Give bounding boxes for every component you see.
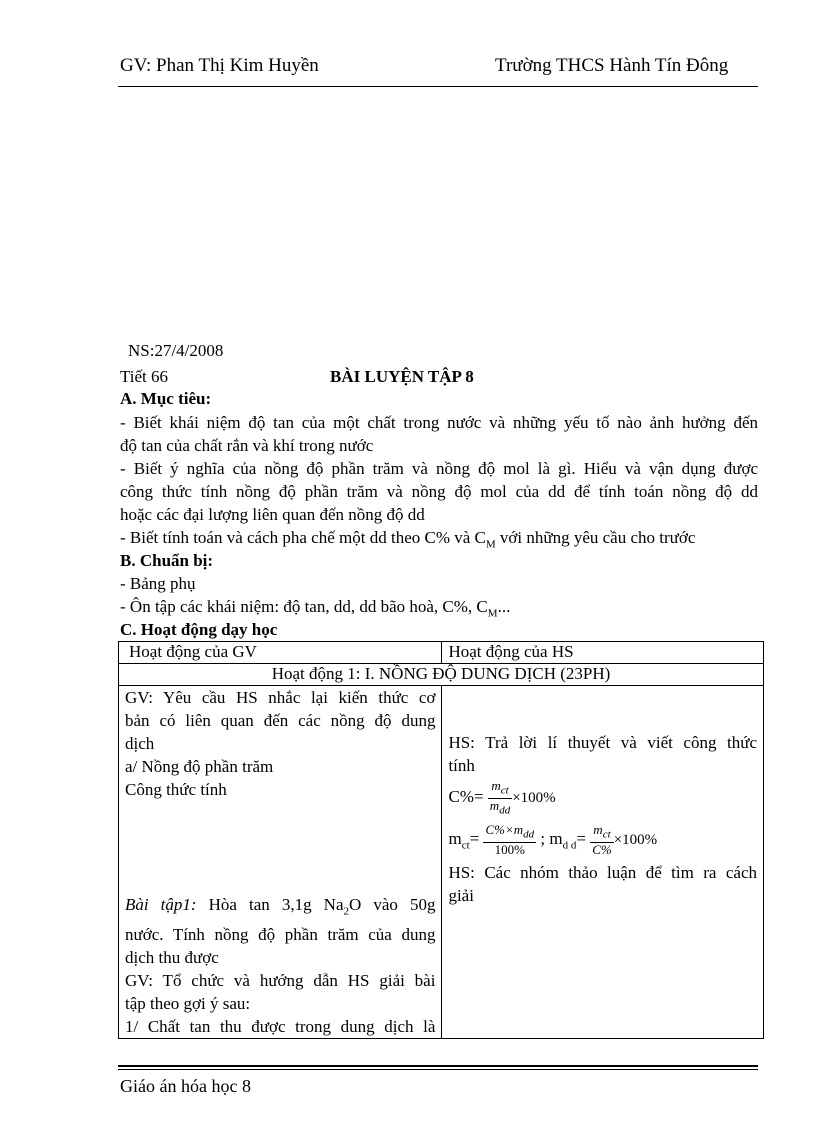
gv-text-line: GV: Tổ chức và hướng dẫn HS giải bài — [125, 971, 436, 991]
header-school: Trường THCS Hành Tín Đông — [495, 55, 729, 76]
fraction: $\frac{m_{ct}}{m_{dd}}$ — [489, 778, 511, 817]
fraction: $\frac{C\%\times m_{dd}}{100\%}$ — [485, 822, 535, 857]
section-b-heading: B. Chuẩn bị: — [120, 551, 214, 570]
header-rule — [118, 86, 758, 87]
objective-2-line-1: - Biết ý nghĩa của nồng độ phần trăm và nồng độ mol là gì. Hiểu và vận dụng được — [120, 459, 758, 478]
gv-text-line: a/ Nồng độ phần trăm — [125, 757, 274, 776]
footer-rule-top — [118, 1065, 758, 1067]
gv-text-line: Công thức tính — [125, 780, 227, 799]
formula-c-percent: C%= $\frac{m_{ct}}{m_{dd}}$ ×100% — [448, 778, 556, 817]
objective-2-line-3: hoặc các đại lượng liên quan đến nồng độ dd — [120, 505, 425, 524]
gv-activity-cell — [119, 686, 442, 1039]
activity-table — [118, 641, 764, 1039]
formula-mct-mdd: $m_{ct}=$ $\frac{C\%\times m_{dd}}{100\%}$ ; $m_{d d}=$ $\frac{m_{ct}}{C\%}$ ×100% — [448, 822, 658, 857]
activity-1-row: Hoạt động 1: I. NỒNG ĐỘ DUNG DỊCH (23PH) — [119, 664, 764, 686]
header-teacher: GV: Phan Thị Kim Huyền — [120, 55, 319, 76]
gv-text-line: 1/ Chất tan thu được trong dung dịch là — [125, 1017, 436, 1037]
hs-text-line: tính — [448, 756, 475, 775]
exercise-1-line-2: nước. Tính nồng độ phần trăm của dung — [125, 925, 436, 945]
objective-1-line-1: - Biết khái niệm độ tan của một chất trong nước và những yếu tố nào ảnh hưởng đến — [120, 413, 758, 432]
gv-text-line: dịch — [125, 734, 155, 753]
section-c-heading: C. Hoạt động dạy học — [120, 620, 278, 639]
ns-date: NS:27/4/2008 — [128, 341, 224, 360]
prep-item-1: - Bảng phụ — [120, 574, 196, 593]
exercise-1-line-3: dịch thu được — [125, 948, 219, 968]
section-a-heading: A. Mục tiêu: — [120, 389, 212, 408]
hs-text-line: giải — [448, 886, 474, 905]
footer-rule-bottom — [118, 1069, 758, 1070]
objective-2-line-2: công thức tính nồng độ phần trăm và nồng độ mol của dd để tính toán nồng độ dd — [120, 482, 758, 501]
hs-activity-cell — [442, 686, 764, 1039]
objective-3: - Biết tính toán và cách pha chế một dd theo C% và $C_M$ với những yêu cầu cho trước — [120, 528, 696, 551]
fraction: $\frac{m_{ct}}{C\%}$ — [592, 822, 612, 857]
gv-text-line: tập theo gợi ý sau: — [125, 994, 251, 1014]
gv-text-line: GV: Yêu cầu HS nhắc lại kiến thức cơ — [125, 688, 436, 707]
prep-item-2: - Ôn tập các khái niệm: độ tan, dd, dd bão hoà, C%, $C_M$... — [120, 597, 511, 620]
exercise-1-line-1: Bài tập1: Hòa tan 3,1g $Na_2O$ vào 50g — [125, 895, 436, 918]
hs-text-line: HS: Các nhóm thảo luận để tìm ra cách — [448, 863, 757, 882]
objective-1-line-2: độ tan của chất rắn và khí trong nước — [120, 436, 374, 455]
col-header-gv: Hoạt động của GV — [119, 642, 442, 664]
hs-text-line: HS: Trả lời lí thuyết và viết công thức — [448, 733, 757, 752]
gv-text-line: bản có liên quan đến các nồng độ dung — [125, 711, 436, 730]
period-label: Tiết 66 — [120, 367, 169, 386]
col-header-hs: Hoạt động của HS — [442, 642, 764, 664]
footer-text: Giáo án hóa học 8 — [120, 1076, 251, 1096]
lesson-title: BÀI LUYỆN TẬP 8 — [330, 367, 474, 386]
